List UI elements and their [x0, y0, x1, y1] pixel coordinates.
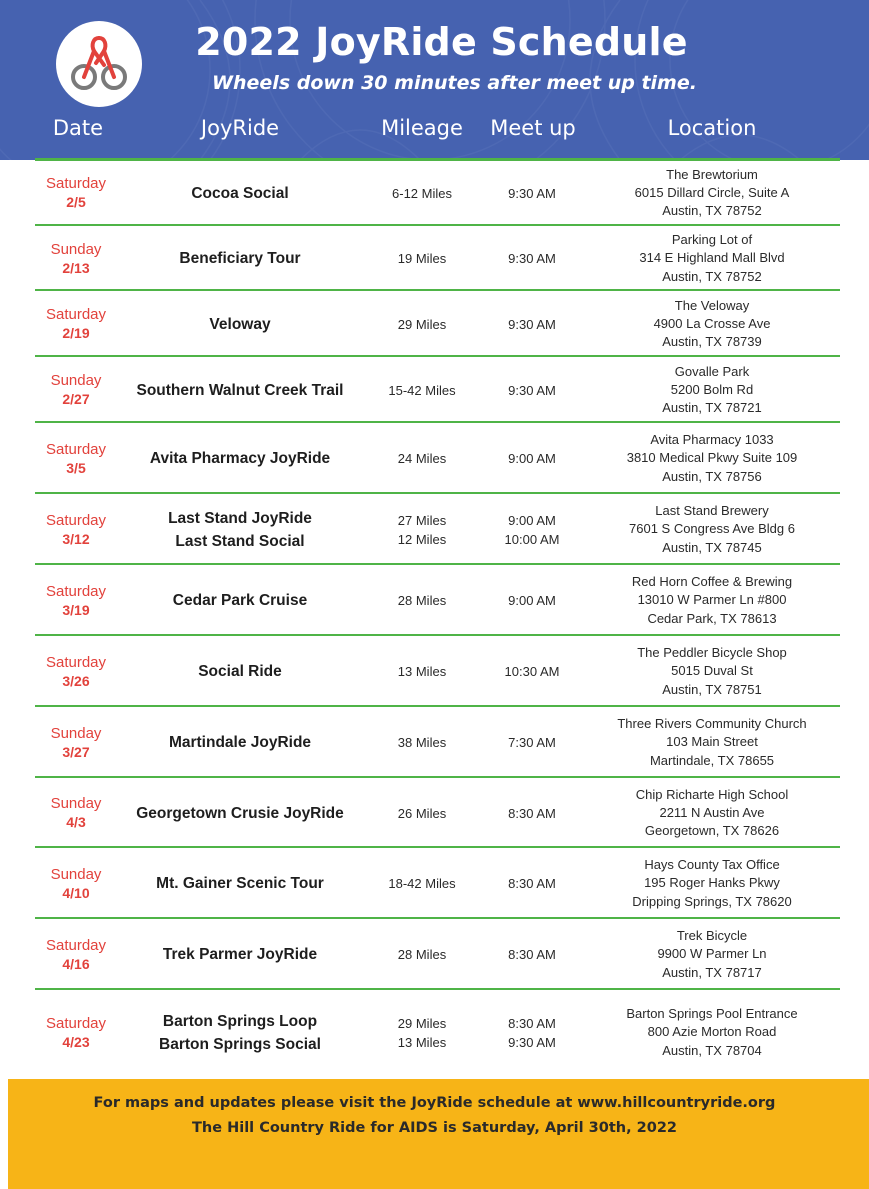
ride-date-cell: [15, 160, 137, 226]
ride-name: Martindale JoyRide: [168, 734, 312, 751]
ride-day: Saturday: [45, 653, 107, 671]
ride-meetup-time: 8:30 AM: [508, 1015, 556, 1031]
ride-name-cell: [120, 707, 360, 778]
ride-date: 2/13: [62, 259, 90, 276]
ride-day: Saturday: [45, 936, 107, 954]
ride-day: Saturday: [45, 440, 107, 458]
ride-name-cell: [120, 226, 360, 291]
ride-location-cell: [590, 494, 834, 565]
ride-location-line: Georgetown, TX 78626: [644, 823, 780, 839]
table-row: [0, 636, 869, 707]
ride-location-line: Austin, TX 78745: [662, 539, 762, 555]
ride-date-cell: [15, 990, 137, 1075]
table-row: [0, 160, 869, 226]
ride-date-cell: [15, 423, 137, 494]
ride-name: Southern Walnut Creek Trail: [136, 381, 344, 399]
ride-location-line: Cedar Park, TX 78613: [647, 610, 777, 626]
ride-mileage: 29 Miles: [397, 1015, 447, 1031]
ride-location-line: The Peddler Bicycle Shop: [637, 645, 787, 661]
footer-event-date: The Hill Country Ride for AIDS is Saturday, April 30th, 2022: [192, 1120, 677, 1136]
ride-name-cell: [120, 357, 360, 423]
ride-location-cell: [590, 778, 834, 848]
ride-name: Barton Springs Loop: [162, 1012, 318, 1030]
ride-day: Saturday: [45, 582, 107, 600]
ride-location-line: 103 Main Street: [666, 734, 758, 750]
ride-day: Sunday: [50, 372, 102, 389]
ride-mileage: 12 Miles: [397, 531, 447, 547]
ride-location-line: Red Horn Coffee & Brewing: [631, 574, 793, 590]
ride-mileage-cell: [372, 919, 472, 990]
ride-name: Georgetown Crusie JoyRide: [136, 804, 344, 822]
ride-date-cell: [15, 919, 137, 990]
ride-location-cell: [590, 707, 834, 778]
ride-mileage-cell: [372, 848, 472, 919]
ride-name-cell: [120, 919, 360, 990]
ride-location-line: Austin, TX 78756: [662, 468, 762, 484]
ride-mileage: 6-12 Miles: [392, 185, 452, 201]
ride-location-line: 5200 Bolm Rd: [670, 381, 754, 397]
ride-location-line: The Veloway: [674, 297, 750, 313]
ride-meetup-cell: [482, 423, 582, 494]
ride-meetup-time: 9:30 AM: [508, 185, 556, 201]
ride-meetup-time: 9:00 AM: [508, 451, 556, 466]
ride-mileage: 38 Miles: [397, 735, 447, 750]
ride-date: 4/23: [62, 1033, 90, 1050]
ride-date: 4/3: [66, 814, 86, 830]
footer-website-note: For maps and updates please visit the JoyRide schedule at www.hillcountryride.org: [93, 1095, 776, 1111]
ride-location-line: Govalle Park: [674, 363, 750, 379]
footer-banner: [8, 1079, 869, 1189]
ride-location-line: 4900 La Crosse Ave: [653, 315, 771, 331]
ride-location-line: 7601 S Congress Ave Bldg 6: [629, 521, 795, 537]
ride-location-line: 13010 W Parmer Ln #800: [637, 592, 787, 608]
ride-mileage-cell: [372, 160, 472, 226]
table-row: [0, 357, 869, 423]
ride-meetup-time: 8:30 AM: [508, 947, 556, 962]
ride-location-line: 800 Azie Morton Road: [647, 1024, 777, 1040]
ride-meetup-cell: [482, 494, 582, 565]
ride-name-cell: [120, 990, 360, 1075]
ride-name: Avita Pharmacy JoyRide: [149, 450, 331, 467]
ride-name: Social Ride: [198, 663, 282, 680]
ride-meetup-cell: [482, 565, 582, 636]
ride-location-line: 3810 Medical Pkwy Suite 109: [626, 450, 798, 466]
ride-day: Sunday: [50, 724, 102, 742]
ride-mileage: 24 Miles: [397, 451, 447, 466]
column-header-meetup: Meet up: [490, 116, 576, 140]
ride-date: 4/16: [62, 955, 90, 972]
ride-name: Veloway: [209, 315, 271, 333]
ride-day: Sunday: [50, 240, 102, 258]
ride-mileage-cell: [372, 778, 472, 848]
ride-date: 3/26: [62, 672, 90, 689]
ride-location-line: Martindale, TX 78655: [649, 752, 775, 768]
ride-date-cell: [15, 494, 137, 565]
ride-location-line: 2211 N Austin Ave: [659, 804, 765, 820]
ride-mileage-cell: [372, 494, 472, 565]
table-row: [0, 707, 869, 778]
ride-meetup-time: 8:30 AM: [508, 876, 556, 891]
ride-date-cell: [15, 565, 137, 636]
ride-location-line: The Brewtorium: [666, 166, 758, 182]
ride-location-line: Austin, TX 78751: [662, 681, 762, 697]
ride-day: Saturday: [45, 175, 107, 192]
ride-mileage: 28 Miles: [397, 593, 447, 608]
ride-location-line: Austin, TX 78704: [662, 1042, 762, 1058]
ride-mileage: 29 Miles: [397, 316, 447, 332]
ride-name-cell: [120, 291, 360, 357]
table-row: [0, 291, 869, 357]
ride-meetup-time: 9:00 AM: [508, 593, 556, 608]
ride-location-line: Austin, TX 78739: [662, 334, 762, 350]
ride-location-cell: [590, 636, 834, 707]
ride-location-line: Austin, TX 78752: [662, 203, 762, 219]
ride-date-cell: [15, 226, 137, 291]
ride-date: 2/19: [62, 325, 90, 341]
ride-location-cell: [590, 919, 834, 990]
ride-name-cell: [120, 778, 360, 848]
ride-location-line: Parking Lot of: [671, 232, 753, 248]
ride-date: 4/10: [62, 884, 90, 901]
ride-location-line: Barton Springs Pool Entrance: [626, 1006, 798, 1022]
ride-meetup-time: 9:30 AM: [508, 382, 556, 398]
ride-meetup-cell: [482, 357, 582, 423]
ride-location-line: 195 Roger Hanks Pkwy: [644, 875, 780, 891]
ride-location-line: 314 E Highland Mall Blvd: [639, 250, 785, 266]
ride-mileage-cell: [372, 226, 472, 291]
ride-location-cell: [590, 990, 834, 1075]
column-header-location: Location: [667, 116, 757, 140]
ride-meetup-time: 8:30 AM: [508, 805, 556, 821]
ride-name-cell: [120, 494, 360, 565]
ride-date: 2/5: [66, 194, 86, 210]
ride-meetup-cell: [482, 636, 582, 707]
page-subtitle: Wheels down 30 minutes after meet up time.: [212, 72, 697, 94]
ride-meetup-time: 9:00 AM: [508, 512, 556, 528]
ride-mileage: 18-42 Miles: [388, 876, 456, 891]
ride-day: Sunday: [50, 795, 102, 812]
ride-mileage-cell: [372, 990, 472, 1075]
column-header-mileage: Mileage: [381, 116, 463, 140]
ride-name: Cedar Park Cruise: [172, 592, 308, 609]
ride-name: Mt. Gainer Scenic Tour: [156, 875, 324, 892]
ride-meetup-cell: [482, 707, 582, 778]
ride-mileage: 27 Miles: [397, 512, 447, 528]
ride-date: 3/5: [66, 459, 86, 476]
ride-mileage-cell: [372, 636, 472, 707]
ride-date-cell: [15, 291, 137, 357]
table-row: [0, 494, 869, 565]
ride-location-line: 9900 W Parmer Ln: [657, 946, 767, 962]
ride-mileage: 13 Miles: [397, 1034, 447, 1050]
ride-location-cell: [590, 423, 834, 494]
ride-meetup-cell: [482, 291, 582, 357]
ride-date-cell: [15, 848, 137, 919]
page-title: 2022 JoyRide Schedule: [195, 20, 688, 64]
ride-meetup-cell: [482, 848, 582, 919]
schedule-header: [0, 0, 869, 160]
ride-mileage: 19 Miles: [397, 251, 447, 266]
ride-meetup-cell: [482, 919, 582, 990]
ride-meetup-cell: [482, 778, 582, 848]
table-row: [0, 990, 869, 1075]
ride-meetup-time: 7:30 AM: [508, 735, 556, 750]
ride-date: 3/12: [62, 530, 90, 547]
table-row: [0, 226, 869, 291]
table-row: [0, 565, 869, 636]
ride-location-line: Three Rivers Community Church: [617, 716, 807, 732]
ride-location-cell: [590, 226, 834, 291]
ride-date: 3/19: [62, 601, 90, 618]
ride-date: 3/27: [62, 743, 90, 760]
ride-date-cell: [15, 707, 137, 778]
ride-name: Last Stand Social: [175, 532, 305, 550]
ride-mileage-cell: [372, 291, 472, 357]
ride-name-cell: [120, 848, 360, 919]
ride-day: Sunday: [50, 865, 102, 883]
ride-meetup-time: 9:30 AM: [508, 1034, 556, 1050]
ride-name: Cocoa Social: [191, 184, 289, 202]
ride-meetup-cell: [482, 990, 582, 1075]
ride-day: Saturday: [45, 306, 107, 323]
ride-location-line: Austin, TX 78752: [662, 268, 762, 284]
ride-location-cell: [590, 848, 834, 919]
ride-mileage-cell: [372, 565, 472, 636]
ride-meetup-time: 9:30 AM: [508, 251, 556, 266]
ride-location-line: Chip Richarte High School: [635, 786, 789, 802]
ride-meetup-cell: [482, 226, 582, 291]
ride-location-cell: [590, 357, 834, 423]
ride-date-cell: [15, 778, 137, 848]
table-row: [0, 778, 869, 848]
column-header-joyride: JoyRide: [200, 116, 280, 140]
ride-location-line: Austin, TX 78721: [662, 400, 762, 416]
ride-mileage-cell: [372, 707, 472, 778]
ride-name-cell: [120, 636, 360, 707]
ride-mileage: 13 Miles: [397, 664, 447, 679]
ride-mileage: 26 Miles: [397, 805, 447, 821]
ride-mileage-cell: [372, 423, 472, 494]
ride-name-cell: [120, 423, 360, 494]
ride-name: Trek Parmer JoyRide: [162, 946, 318, 963]
table-row: [0, 848, 869, 919]
ride-location-line: Last Stand Brewery: [655, 503, 769, 519]
ride-date-cell: [15, 357, 137, 423]
ride-name: Last Stand JoyRide: [168, 509, 312, 527]
table-row: [0, 919, 869, 990]
ride-location-line: Austin, TX 78717: [662, 964, 762, 980]
ride-date-cell: [15, 636, 137, 707]
ride-location-line: 5015 Duval St: [671, 663, 753, 679]
ride-location-cell: [590, 291, 834, 357]
ride-name: Beneficiary Tour: [179, 250, 301, 267]
ride-location-line: Avita Pharmacy 1033: [650, 432, 774, 448]
ride-location-line: Dripping Springs, TX 78620: [632, 893, 792, 909]
ride-mileage-cell: [372, 357, 472, 423]
ride-meetup-time: 10:00 AM: [504, 531, 560, 547]
ride-location-line: Trek Bicycle: [676, 928, 748, 944]
ride-name-cell: [120, 160, 360, 226]
column-header-date: Date: [52, 116, 104, 140]
ride-day: Saturday: [45, 1014, 107, 1032]
ride-location-line: Hays County Tax Office: [644, 857, 780, 873]
ride-name-cell: [120, 565, 360, 636]
ride-meetup-cell: [482, 160, 582, 226]
ride-location-cell: [590, 565, 834, 636]
ride-meetup-time: 10:30 AM: [504, 664, 560, 679]
ride-name: Barton Springs Social: [159, 1035, 321, 1053]
table-row: [0, 423, 869, 494]
ride-date: 2/27: [62, 391, 90, 407]
ride-mileage: 15-42 Miles: [388, 382, 456, 398]
ride-location-cell: [590, 160, 834, 226]
ride-meetup-time: 9:30 AM: [508, 316, 556, 332]
ride-location-line: 6015 Dillard Circle, Suite A: [634, 184, 790, 200]
ride-mileage: 28 Miles: [397, 947, 447, 962]
ride-day: Saturday: [45, 511, 107, 529]
